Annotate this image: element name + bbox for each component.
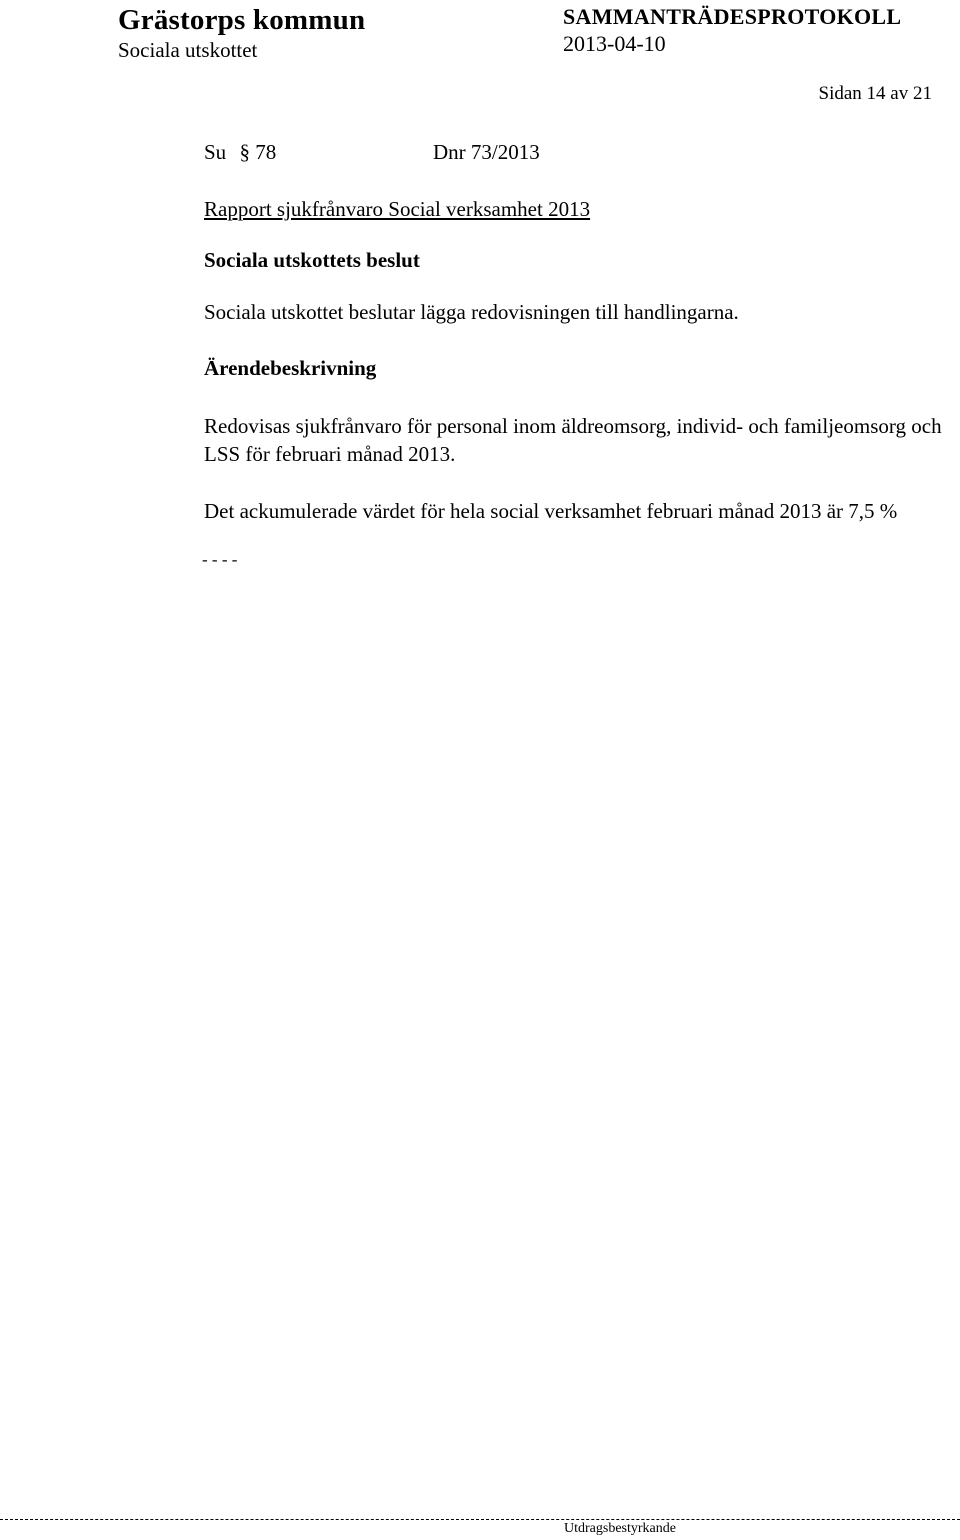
- dnr-number: Dnr 73/2013: [433, 140, 540, 164]
- report-title: Rapport sjukfrånvaro Social verksamhet 2013: [204, 197, 591, 221]
- document-date: 2013-04-10: [563, 31, 666, 56]
- footer-divider: [0, 1519, 960, 1520]
- paragraph-sign: §: [239, 140, 250, 164]
- decision-heading: Sociala utskottets beslut: [204, 248, 420, 272]
- committee-name: Sociala utskottet: [118, 38, 258, 62]
- document-type: SAMMANTRÄDESPROTOKOLL: [563, 4, 902, 29]
- section-end-marker: - - - -: [202, 550, 238, 569]
- case-reference: [204, 140, 540, 165]
- decision-text: Sociala utskottet beslutar lägga redovisningen till handlingarna.: [204, 300, 739, 324]
- description-paragraph-1: Redovisas sjukfrånvaro för personal inom äldreomsorg, individ- och familjeomsorg och LSS för februari månad 2013.: [204, 414, 942, 466]
- page-number: Sidan 14 av 21: [818, 83, 932, 104]
- description-heading: Ärendebeskrivning: [204, 356, 377, 380]
- paragraph-number: 78: [255, 140, 277, 164]
- case-prefix: Su: [204, 140, 227, 164]
- organization-name: Grästorps kommun: [118, 4, 366, 36]
- footer-label: Utdragsbestyrkande: [564, 1521, 676, 1536]
- description-paragraph-2: Det ackumulerade värdet för hela social verksamhet februari månad 2013 är 7,5 %: [204, 499, 898, 523]
